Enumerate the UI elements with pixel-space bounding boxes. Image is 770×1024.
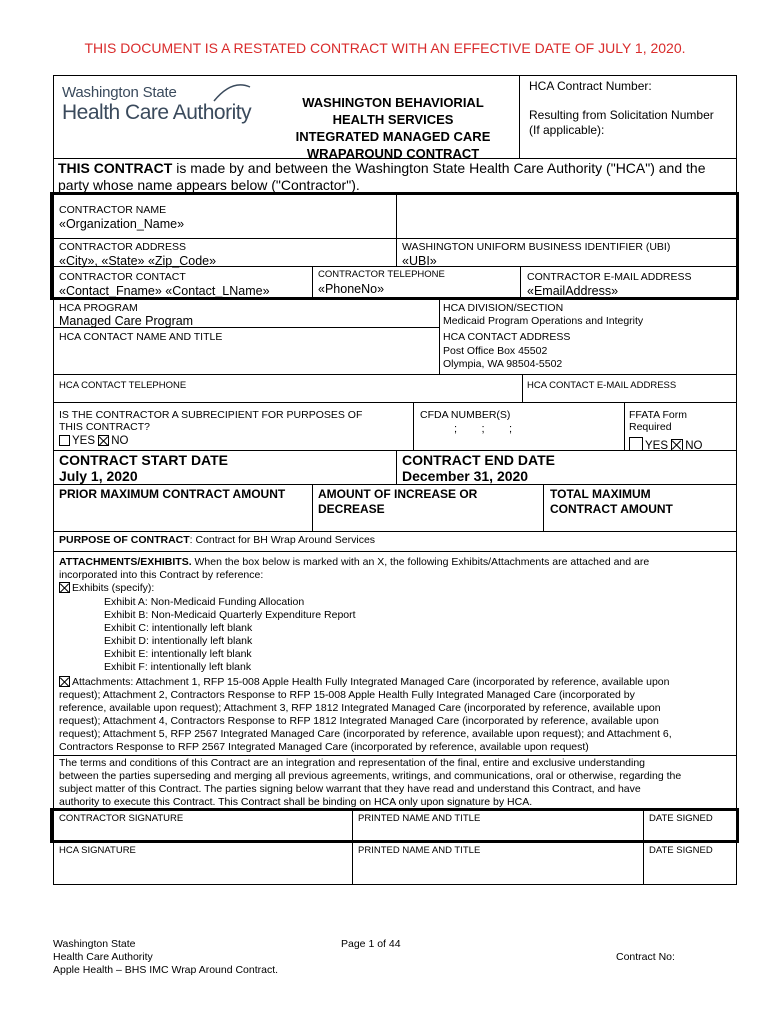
ubi-value[interactable]: «UBI»	[402, 254, 437, 268]
contract-number-label: HCA Contract Number:	[529, 79, 652, 93]
prior-amount-label: PRIOR MAXIMUM CONTRACT AMOUNT	[59, 487, 286, 501]
ffata-options: YES NO	[629, 437, 702, 452]
contractor-address-label: CONTRACTOR ADDRESS	[59, 241, 186, 253]
hca-program-value: Managed Care Program	[59, 314, 194, 328]
solicitation-label: Resulting from Solicitation Number	[529, 108, 714, 122]
subrecipient-no-checkbox[interactable]	[98, 435, 109, 446]
ffata-label: FFATA Form Required	[629, 409, 687, 433]
contractor-date-signed-label[interactable]: DATE SIGNED	[649, 813, 713, 824]
hca-address-line1: Post Office Box 45502	[443, 345, 548, 357]
footer-contract-no: Contract No:	[616, 951, 675, 963]
exhibit-f: Exhibit F: intentionally left blank	[104, 661, 252, 673]
ffata-no-checkbox[interactable]	[671, 439, 683, 451]
exhibits-row: Exhibits (specify):	[59, 582, 154, 595]
total-amount-label: TOTAL MAXIMUM CONTRACT AMOUNT	[550, 487, 673, 516]
restated-banner: THIS DOCUMENT IS A RESTATED CONTRACT WITH AN EFFECTIVE DATE OF JULY 1, 2020.	[84, 40, 686, 56]
ubi-label: WASHINGTON UNIFORM BUSINESS IDENTIFIER (UBI)	[402, 241, 671, 253]
exhibits-checkbox[interactable]	[59, 582, 70, 593]
exhibit-c: Exhibit C: intentionally left blank	[104, 622, 253, 634]
hca-contact-address-label: HCA CONTACT ADDRESS	[443, 331, 571, 343]
terms-text: The terms and conditions of this Contract are an integration and representation of the final, entire and exclusive understanding between the parties superseding and merging all previous agreements, writings, and communications, oral or otherwise, regarding the subject matter of this Contract. The parties signing below warrant that they have read and understand this Contract, and have authority to execute this Contract. This Contract shall be binding on HCA only upon signature by HCA.	[59, 757, 682, 808]
attachments-intro: ATTACHMENTS/EXHIBITS. When the box below is marked with an X, the following Exhibits/Attachments are attached and are incorporated into this Contract by reference:	[59, 556, 650, 581]
hca-printed-name-label[interactable]: PRINTED NAME AND TITLE	[358, 845, 481, 856]
purpose-of-contract: PURPOSE OF CONTRACT: Contract for BH Wrap Around Services	[59, 534, 376, 546]
contract-start-date: CONTRACT START DATE July 1, 2020	[59, 452, 229, 484]
intro-text: THIS CONTRACT is made by and between the Washington State Health Care Authority ("HCA") and the party whose name appears below ("Contractor").	[58, 160, 706, 193]
hca-signature-label[interactable]: HCA SIGNATURE	[59, 845, 136, 856]
page-number: Page 1 of 44	[341, 938, 401, 950]
contractor-email-value[interactable]: «EmailAddress»	[527, 284, 619, 298]
subrecipient-question: IS THE CONTRACTOR A SUBRECIPIENT FOR PURPOSES OF THIS CONTRACT?	[59, 409, 363, 433]
subrecipient-options: YES NO	[59, 435, 128, 447]
hca-division-value: Medicaid Program Operations and Integrity	[443, 315, 644, 327]
footer-left: Washington State Health Care Authority Apple Health – BHS IMC Wrap Around Contract.	[53, 938, 279, 976]
increase-amount-label: AMOUNT OF INCREASE OR DECREASE	[318, 487, 478, 516]
logo-line1: Washington State	[62, 84, 177, 101]
contractor-email-label: CONTRACTOR E-MAIL ADDRESS	[527, 271, 692, 283]
ffata-yes-checkbox[interactable]	[629, 437, 643, 451]
hca-email-label: HCA CONTACT E-MAIL ADDRESS	[527, 380, 677, 391]
hca-program-label: HCA PROGRAM	[59, 302, 138, 314]
exhibit-d: Exhibit D: intentionally left blank	[104, 635, 253, 647]
contractor-address-value[interactable]: «City», «State» «Zip_Code»	[59, 254, 217, 268]
contract-end-date: CONTRACT END DATE December 31, 2020	[402, 452, 555, 484]
cfda-label: CFDA NUMBER(S)	[420, 409, 511, 421]
attachments-checkbox[interactable]	[59, 676, 70, 687]
subrecipient-yes-checkbox[interactable]	[59, 435, 70, 446]
hca-division-label: HCA DIVISION/SECTION	[443, 302, 564, 314]
hca-date-signed-label[interactable]: DATE SIGNED	[649, 845, 713, 856]
contractor-phone-label: CONTRACTOR TELEPHONE	[318, 269, 445, 280]
cfda-value[interactable]: ; ; ;	[454, 423, 513, 435]
hca-address-line2: Olympia, WA 98504-5502	[443, 358, 563, 370]
hca-telephone-label: HCA CONTACT TELEPHONE	[59, 380, 187, 391]
contractor-contact-value[interactable]: «Contact_Fname» «Contact_LName»	[59, 284, 270, 298]
contractor-name-value[interactable]: «Organization_Name»	[59, 217, 185, 231]
attachments-list: Attachments: Attachment 1, RFP 15-008 Apple Health Fully Integrated Managed Care (incorporated by reference, available upon request); Attachment 2, Contractors Response to RFP 15-008 Apple Health Fully Integrated Managed Care (incorporated by reference, available upon request); Attachment 3, RFP 1812 Integrated Managed Care (incorporated by reference, available upon request); Attachment 4, Contractors Response to RFP 1812 Integrated Managed Care (incorporated by reference, available upon request); Attachment 5, RFP 2567 Integrated Managed Care (incorporated by reference, available upon request); and Attachment 6, Contractors Response to RFP 2567 Integrated Managed Care (incorporated by reference, available upon request)	[59, 676, 672, 753]
exhibit-a: Exhibit A: Non-Medicaid Funding Allocation	[104, 596, 305, 608]
contractor-phone-value[interactable]: «PhoneNo»	[318, 282, 385, 296]
contractor-printed-name-label[interactable]: PRINTED NAME AND TITLE	[358, 813, 481, 824]
contractor-signature-label[interactable]: CONTRACTOR SIGNATURE	[59, 813, 184, 824]
hca-contact-name-label: HCA CONTACT NAME AND TITLE	[59, 331, 223, 343]
contractor-contact-label: CONTRACTOR CONTACT	[59, 271, 186, 283]
hca-logo	[62, 84, 251, 125]
header-right: HCA Contract Number: Resulting from Solicitation Number (If applicable):	[529, 79, 714, 137]
contract-title: WASHINGTON BEHAVIORIAL HEALTH SERVICES INTEGRATED MANAGED CARE WRAPAROUND CONTRACT	[295, 95, 491, 161]
contractor-name-label: CONTRACTOR NAME	[59, 204, 167, 216]
logo-swoosh-icon	[212, 81, 252, 103]
exhibit-e: Exhibit E: intentionally left blank	[104, 648, 252, 660]
logo-line2: Health Care Authority	[62, 101, 252, 124]
exhibit-b: Exhibit B: Non-Medicaid Quarterly Expenditure Report	[104, 609, 356, 621]
